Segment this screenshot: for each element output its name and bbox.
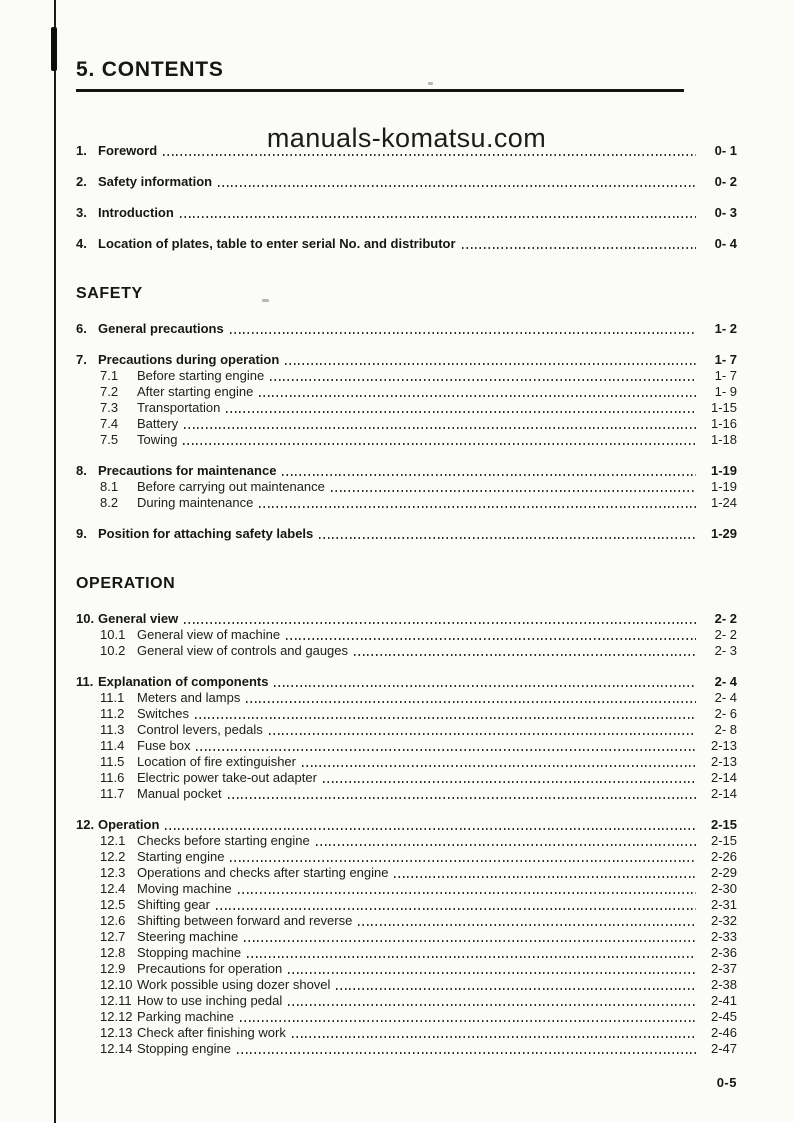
entry-label: Shifting between forward and reverse <box>137 913 353 928</box>
dot-leader <box>282 474 696 476</box>
entry-page: 0- 1 <box>714 143 737 158</box>
dot-leader <box>302 765 696 767</box>
entry-page: 2-46 <box>710 1025 737 1040</box>
entry-page: 2-15 <box>710 833 737 848</box>
dot-leader <box>259 395 696 397</box>
entry-page: 2-26 <box>710 849 737 864</box>
entry-number: 8. <box>76 463 87 478</box>
toc-subentry <box>76 722 737 738</box>
dot-leader <box>354 654 696 656</box>
entry-label: Introduction <box>98 205 174 220</box>
entry-label: Manual pocket <box>137 786 222 801</box>
entry-number: 12.1 <box>100 833 126 848</box>
dot-leader <box>240 1020 696 1022</box>
entry-label: Battery <box>137 416 179 431</box>
entry-number: 8.1 <box>100 479 119 494</box>
entry-page: 2- 3 <box>714 643 737 658</box>
entry-page: 0- 4 <box>714 236 737 251</box>
entry-label: Foreword <box>98 143 158 158</box>
entry-number: 12.3 <box>100 865 126 880</box>
dot-leader <box>196 749 696 751</box>
entry-page: 2-33 <box>710 929 737 944</box>
entry-number: 1. <box>76 143 87 158</box>
toc-entry <box>76 463 737 479</box>
entry-label: Operation <box>98 817 160 832</box>
entry-number: 11.5 <box>100 754 125 769</box>
entry-number: 7. <box>76 352 87 367</box>
entry-number: 12.6 <box>100 913 126 928</box>
dot-leader <box>285 363 696 365</box>
entry-number: 3. <box>76 205 87 220</box>
toc-entry <box>76 236 737 252</box>
entry-number: 11.1 <box>100 690 125 705</box>
toc-subentry <box>76 977 737 993</box>
dot-leader <box>237 1052 696 1054</box>
entry-page: 2-47 <box>710 1041 737 1056</box>
entry-number: 12.12 <box>100 1009 133 1024</box>
footer-page-number: 0-5 <box>716 1075 737 1090</box>
entry-number: 8.2 <box>100 495 119 510</box>
section-heading: OPERATION <box>76 575 176 592</box>
entry-number: 12.4 <box>100 881 126 896</box>
entry-label: Precautions for maintenance <box>98 463 277 478</box>
entry-page: 2-13 <box>710 738 737 753</box>
entry-number: 7.3 <box>100 400 119 415</box>
entry-number: 2. <box>76 174 87 189</box>
page-title: 5. CONTENTS <box>76 58 684 92</box>
dot-leader <box>163 154 696 156</box>
entry-label: Fuse box <box>137 738 191 753</box>
entry-label: Checks before starting engine <box>137 833 310 848</box>
dot-leader <box>336 988 696 990</box>
dot-leader <box>246 701 696 703</box>
entry-page: 1- 9 <box>714 384 737 399</box>
entry-number: 11.7 <box>100 786 125 801</box>
entry-page: 2-38 <box>710 977 737 992</box>
entry-label: Control levers, pedals <box>137 722 263 737</box>
toc-subentry <box>76 1041 737 1057</box>
entry-number: 12.13 <box>100 1025 133 1040</box>
toc-subentry <box>76 495 737 511</box>
entry-page: 2-29 <box>710 865 737 880</box>
toc-subentry <box>76 786 737 802</box>
dot-leader <box>184 622 696 624</box>
entry-number: 11.6 <box>100 770 125 785</box>
toc-subentry <box>76 913 737 929</box>
entry-number: 12. <box>76 817 95 832</box>
toc-subentry <box>76 929 737 945</box>
dot-leader <box>292 1036 696 1038</box>
dot-leader <box>230 332 696 334</box>
entry-page: 2-45 <box>710 1009 737 1024</box>
dot-leader <box>323 781 696 783</box>
entry-page: 1-16 <box>710 416 737 431</box>
entry-number: 12.8 <box>100 945 126 960</box>
toc-entry <box>76 817 737 833</box>
entry-label: Precautions during operation <box>98 352 280 367</box>
toc-subentry <box>76 961 737 977</box>
entry-page: 1-24 <box>710 495 737 510</box>
entry-label: Starting engine <box>137 849 225 864</box>
entry-page: 1-19 <box>710 463 737 478</box>
entry-number: 12.7 <box>100 929 126 944</box>
toc-subentry <box>76 993 737 1009</box>
toc-subentry <box>76 368 737 384</box>
entry-number: 11.4 <box>100 738 125 753</box>
entry-page: 1-19 <box>710 479 737 494</box>
entry-number: 11. <box>76 674 94 689</box>
dot-leader <box>331 490 696 492</box>
toc-subentry <box>76 833 737 849</box>
entry-page: 2-37 <box>710 961 737 976</box>
dot-leader <box>180 216 696 218</box>
entry-page: 2-13 <box>710 754 737 769</box>
entry-label: General view <box>98 611 179 626</box>
entry-label: During maintenance <box>137 495 254 510</box>
entry-page: 1- 7 <box>714 368 737 383</box>
entry-label: Operations and checks after starting engine <box>137 865 389 880</box>
entry-page: 1-29 <box>710 526 737 541</box>
entry-page: 2- 2 <box>714 611 737 626</box>
toc-entry <box>76 205 737 221</box>
table-of-contents <box>76 143 737 1057</box>
toc-subentry <box>76 1009 737 1025</box>
dot-leader <box>274 685 696 687</box>
dot-leader <box>358 924 696 926</box>
toc-subentry <box>76 627 737 643</box>
entry-number: 11.2 <box>100 706 125 721</box>
toc-subentry <box>76 865 737 881</box>
entry-page: 2-36 <box>710 945 737 960</box>
entry-label: Shifting gear <box>137 897 210 912</box>
entry-label: Safety information <box>98 174 213 189</box>
dot-leader <box>319 537 696 539</box>
entry-label: Steering machine <box>137 929 239 944</box>
entry-number: 12.11 <box>100 993 132 1008</box>
entry-number: 7.1 <box>100 368 119 383</box>
entry-label: After starting engine <box>137 384 254 399</box>
entry-label: How to use inching pedal <box>137 993 283 1008</box>
dot-leader <box>244 940 696 942</box>
entry-label: Towing <box>137 432 178 447</box>
entry-label: General view of machine <box>137 627 281 642</box>
entry-label: General precautions <box>98 321 224 336</box>
toc-subentry <box>76 945 737 961</box>
entry-page: 2- 6 <box>714 706 737 721</box>
entry-page: 2- 2 <box>714 627 737 642</box>
toc-subentry <box>76 643 737 659</box>
toc-entry <box>76 674 737 690</box>
entry-number: 12.9 <box>100 961 126 976</box>
toc-entry <box>76 352 737 368</box>
entry-page: 2-30 <box>710 881 737 896</box>
toc-subentry <box>76 849 737 865</box>
entry-label: Location of plates, table to enter serial No. and distributor <box>98 236 456 251</box>
dot-leader <box>183 443 696 445</box>
entry-label: Moving machine <box>137 881 232 896</box>
entry-label: Before carrying out maintenance <box>137 479 325 494</box>
dot-leader <box>195 717 696 719</box>
dot-leader <box>316 844 696 846</box>
entry-label: General view of controls and gauges <box>137 643 349 658</box>
entry-label: Explanation of components <box>98 674 269 689</box>
toc-subentry <box>76 479 737 495</box>
entry-number: 4. <box>76 236 87 251</box>
entry-page: 2-31 <box>710 897 737 912</box>
entry-label: Precautions for operation <box>137 961 283 976</box>
toc-subentry <box>76 706 737 722</box>
toc-subentry <box>76 432 737 448</box>
toc-subentry <box>76 881 737 897</box>
entry-label: Check after finishing work <box>137 1025 286 1040</box>
entry-page: 1- 7 <box>714 352 737 367</box>
dot-leader <box>184 427 696 429</box>
dot-leader <box>247 956 696 958</box>
dot-leader <box>230 860 696 862</box>
entry-number: 12.14 <box>100 1041 133 1056</box>
entry-number: 7.2 <box>100 384 119 399</box>
entry-number: 11.3 <box>100 722 125 737</box>
entry-page: 1-15 <box>710 400 737 415</box>
entry-label: Meters and lamps <box>137 690 241 705</box>
entry-label: Before starting engine <box>137 368 265 383</box>
entry-page: 2- 4 <box>714 674 737 689</box>
toc-entry <box>76 611 737 627</box>
toc-entry <box>76 174 737 190</box>
dot-leader <box>270 379 696 381</box>
entry-number: 9. <box>76 526 87 541</box>
toc-subentry <box>76 754 737 770</box>
toc-subentry <box>76 897 737 913</box>
entry-number: 6. <box>76 321 87 336</box>
toc-subentry <box>76 738 737 754</box>
entry-label: Stopping machine <box>137 945 242 960</box>
entry-label: Stopping engine <box>137 1041 231 1056</box>
entry-label: Position for attaching safety labels <box>98 526 314 541</box>
dot-leader <box>269 733 696 735</box>
entry-page: 2-14 <box>710 770 737 785</box>
entry-label: Electric power take-out adapter <box>137 770 317 785</box>
entry-number: 12.2 <box>100 849 126 864</box>
toc-subentry <box>76 1025 737 1041</box>
toc-subentry <box>76 400 737 416</box>
scan-edge-artifact <box>54 0 56 1123</box>
entry-number: 10.1 <box>100 627 126 642</box>
entry-number: 7.4 <box>100 416 119 431</box>
toc-entry <box>76 526 737 542</box>
dot-leader <box>216 908 696 910</box>
dot-leader <box>394 876 696 878</box>
entry-label: Location of fire extinguisher <box>137 754 296 769</box>
section-heading: SAFETY <box>76 285 143 302</box>
watermark: manuals-komatsu.com <box>266 123 547 153</box>
entry-page: 1- 2 <box>714 321 737 336</box>
entry-page: 0- 3 <box>714 205 737 220</box>
entry-page: 2-15 <box>710 817 737 832</box>
toc-subentry <box>76 770 737 786</box>
dot-leader <box>259 506 696 508</box>
entry-label: Parking machine <box>137 1009 234 1024</box>
entry-page: 1-18 <box>710 432 737 447</box>
entry-page: 2- 8 <box>714 722 737 737</box>
entry-number: 7.5 <box>100 432 119 447</box>
dot-leader <box>228 797 696 799</box>
dot-leader <box>462 247 696 249</box>
entry-label: Work possible using dozer shovel <box>137 977 331 992</box>
dot-leader <box>226 411 696 413</box>
scan-blob-artifact <box>51 27 57 71</box>
entry-page: 0- 2 <box>714 174 737 189</box>
entry-number: 12.10 <box>100 977 133 992</box>
dot-leader <box>218 185 696 187</box>
entry-page: 2-41 <box>710 993 737 1008</box>
dot-leader <box>286 638 696 640</box>
entry-page: 2- 4 <box>714 690 737 705</box>
toc-subentry <box>76 384 737 400</box>
dot-leader <box>165 828 696 830</box>
entry-page: 2-14 <box>710 786 737 801</box>
toc-subentry <box>76 416 737 432</box>
dot-leader <box>288 1004 696 1006</box>
entry-label: Switches <box>137 706 190 721</box>
dot-leader <box>288 972 696 974</box>
entry-number: 12.5 <box>100 897 126 912</box>
dot-leader <box>238 892 696 894</box>
entry-page: 2-32 <box>710 913 737 928</box>
entry-number: 10. <box>76 611 95 626</box>
toc-subentry <box>76 690 737 706</box>
entry-number: 10.2 <box>100 643 126 658</box>
toc-entry <box>76 321 737 337</box>
entry-label: Transportation <box>137 400 221 415</box>
